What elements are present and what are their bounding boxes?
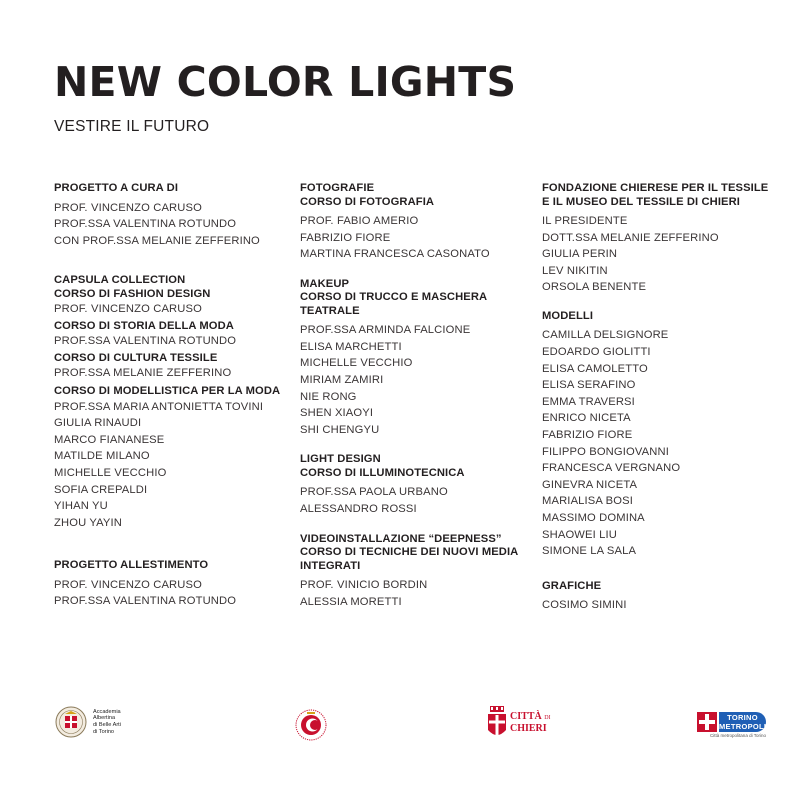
credit-name: MICHELLE VECCHIO bbox=[54, 466, 167, 479]
credit-name: PROF. VINCENZO CARUSO bbox=[54, 201, 202, 214]
credit-name: YIHAN YU bbox=[54, 500, 108, 513]
credit-name: FABRIZIO FIORE bbox=[300, 231, 391, 244]
section-heading: CORSO DI STORIA DELLA MODA bbox=[54, 319, 234, 332]
chieri-logo-line1: CITTÀ bbox=[510, 711, 542, 722]
credit-name: FILIPPO BONGIOVANNI bbox=[542, 445, 669, 458]
section-grafiche bbox=[542, 580, 772, 614]
section-modelli bbox=[542, 310, 772, 560]
credit-name: MATILDE MILANO bbox=[54, 450, 150, 463]
accademia-crest-icon bbox=[55, 706, 87, 738]
credit-name: PROF.SSA VALENTINA ROTUNDO bbox=[54, 595, 237, 608]
credit-name: SHI CHENGYU bbox=[300, 423, 380, 436]
section-heading: MAKEUP bbox=[300, 277, 350, 290]
section-heading: PROGETTO ALLESTIMENTO bbox=[54, 559, 209, 572]
section-heading: INTEGRATI bbox=[300, 559, 361, 572]
section-fotografie bbox=[300, 182, 536, 263]
section-heading: FONDAZIONE CHIERESE PER IL TESSILE bbox=[542, 182, 769, 194]
section-heading: CAPSULA COLLECTION bbox=[54, 274, 186, 287]
credit-name: ENRICO NICETA bbox=[542, 412, 631, 425]
section-light-design bbox=[300, 453, 536, 517]
section-heading: FOTOGRAFIE bbox=[300, 182, 375, 194]
credit-name: PROF.SSA VALENTINA ROTUNDO bbox=[54, 218, 237, 231]
credit-name: EMMA TRAVERSI bbox=[542, 395, 635, 408]
section-heading: CORSO DI TECNICHE DEI NUOVI MEDIA bbox=[300, 546, 519, 559]
section-heading: CORSO DI FASHION DESIGN bbox=[54, 287, 211, 300]
credit-name: MICHELLE VECCHIO bbox=[300, 357, 413, 370]
credit-name: GIULIA PERIN bbox=[542, 248, 618, 261]
credit-name: PROF. FABIO AMERIO bbox=[300, 215, 419, 227]
credit-name: PROF.SSA ARMINDA FALCIONE bbox=[300, 324, 471, 337]
torino-logo-sub: Città metropolitana di Torino bbox=[710, 733, 766, 738]
credit-name: SHAOWEI LIU bbox=[542, 528, 618, 541]
section-storia-moda bbox=[54, 320, 294, 350]
section-heading: VIDEOINSTALLAZIONE “DEEPNESS” bbox=[300, 532, 502, 545]
section-heading: LIGHT DESIGN bbox=[300, 453, 381, 466]
credit-name: GINEVRA NICETA bbox=[542, 478, 638, 491]
section-heading: CORSO DI CULTURA TESSILE bbox=[54, 351, 218, 364]
credits-column-3 bbox=[542, 182, 772, 614]
credits-column-2 bbox=[300, 182, 536, 610]
section-heading: PROGETTO A CURA DI bbox=[54, 182, 179, 194]
credit-name: MIRIAM ZAMIRI bbox=[300, 374, 384, 387]
credit-name: ELISA CAMOLETTO bbox=[542, 362, 648, 375]
section-heading: GRAFICHE bbox=[542, 579, 602, 592]
torino-metropoli-logo bbox=[697, 712, 766, 738]
section-heading: CORSO DI MODELLISTICA PER LA MODA bbox=[54, 385, 281, 398]
accademia-albertina-logo bbox=[55, 706, 143, 738]
page-subtitle: VESTIRE IL FUTURO bbox=[54, 118, 210, 135]
credits-column-1 bbox=[54, 182, 294, 610]
fondazione-tessile-logo-icon bbox=[294, 708, 328, 742]
credit-name: GIULIA RINAUDI bbox=[54, 417, 142, 430]
credit-name: ELISA MARCHETTI bbox=[300, 340, 402, 353]
credit-name: ALESSANDRO ROSSI bbox=[300, 503, 417, 516]
credit-name: MARIALISA BOSI bbox=[542, 495, 634, 508]
credit-name: PROF.SSA MELANIE ZEFFERINO bbox=[54, 367, 232, 380]
credit-name: PROF.SSA PAOLA URBANO bbox=[300, 486, 448, 499]
section-heading: TEATRALE bbox=[300, 304, 360, 317]
credit-name: MASSIMO DOMINA bbox=[542, 512, 645, 524]
credit-name: EDOARDO GIOLITTI bbox=[542, 346, 651, 359]
section-heading: MODELLI bbox=[542, 309, 594, 322]
section-heading: CORSO DI FOTOGRAFIA bbox=[300, 195, 435, 208]
credit-name: FABRIZIO FIORE bbox=[542, 429, 633, 442]
credit-name: IL PRESIDENTE bbox=[542, 215, 628, 227]
credit-name: SIMONE LA SALA bbox=[542, 545, 637, 558]
section-heading: E IL MUSEO DEL TESSILE DI CHIERI bbox=[542, 195, 740, 208]
credit-name: DOTT.SSA MELANIE ZEFFERINO bbox=[542, 231, 719, 244]
chieri-logo-di: DI bbox=[544, 715, 551, 721]
credit-name: PROF. VINICIO BORDIN bbox=[300, 579, 428, 592]
section-heading: CORSO DI ILLUMINOTECNICA bbox=[300, 466, 465, 479]
credit-name: ALESSIA MORETTI bbox=[300, 595, 402, 608]
page-title: NEW COLOR LIGHTS bbox=[54, 58, 517, 106]
credit-name: MARCO FIANANESE bbox=[54, 433, 165, 446]
partner-logos bbox=[0, 700, 809, 750]
section-makeup bbox=[300, 278, 536, 439]
credit-name: CAMILLA DELSIGNORE bbox=[542, 329, 669, 342]
torino-logo-line2: METROPOLI bbox=[719, 722, 767, 731]
credit-name: LEV NIKITIN bbox=[542, 264, 608, 277]
citta-di-chieri-logo bbox=[487, 706, 551, 740]
accademia-logo-text: Accademia Albertina di Belle Arti di Torino bbox=[93, 708, 121, 735]
section-modellistica bbox=[54, 385, 294, 531]
fondazione-tessile-logo bbox=[294, 708, 328, 742]
section-allestimento bbox=[54, 559, 294, 610]
chieri-logo-line2: CHIERI bbox=[510, 722, 547, 734]
credit-name: PROF. VINCENZO CARUSO bbox=[54, 303, 202, 316]
credit-name: SHEN XIAOYI bbox=[300, 407, 374, 420]
credit-name: MARTINA FRANCESCA CASONATO bbox=[300, 248, 490, 261]
credit-name: CON PROF.SSA MELANIE ZEFFERINO bbox=[54, 234, 260, 247]
credit-name: SOFIA CREPALDI bbox=[54, 483, 148, 496]
chieri-crest-icon bbox=[487, 706, 507, 740]
credit-name: NIE RONG bbox=[300, 390, 357, 403]
section-progetto bbox=[54, 182, 294, 249]
section-capsula bbox=[54, 274, 294, 318]
credit-name: ZHOU YAYIN bbox=[54, 516, 123, 529]
section-cultura-tessile bbox=[54, 352, 294, 382]
section-heading: CORSO DI TRUCCO E MASCHERA bbox=[300, 291, 488, 304]
credit-name: ORSOLA BENENTE bbox=[542, 281, 647, 294]
credit-name: PROF. VINCENZO CARUSO bbox=[54, 578, 202, 591]
torino-cross-icon bbox=[697, 712, 717, 732]
torino-logo-line1: TORINO bbox=[727, 713, 758, 722]
credit-name: COSIMO SIMINI bbox=[542, 599, 627, 612]
credit-name: ELISA SERAFINO bbox=[542, 379, 636, 392]
section-fondazione bbox=[542, 182, 772, 296]
credit-name: PROF.SSA MARIA ANTONIETTA TOVINI bbox=[54, 400, 264, 413]
credit-name: FRANCESCA VERGNANO bbox=[542, 462, 681, 475]
credit-name: PROF.SSA VALENTINA ROTUNDO bbox=[54, 335, 237, 348]
section-videoinstallazione bbox=[300, 533, 536, 611]
